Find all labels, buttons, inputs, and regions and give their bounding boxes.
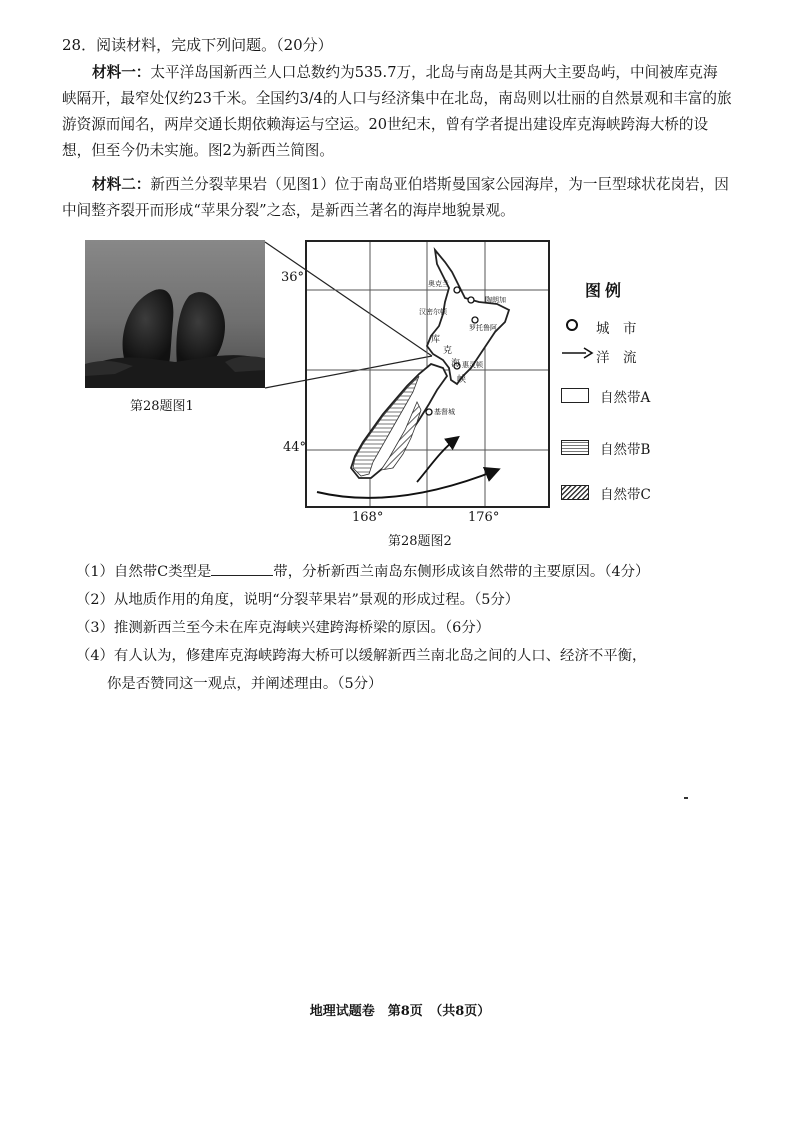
page-footer: 地理试题卷 第8页 （共8页） — [309, 1004, 491, 1019]
answer-blank — [211, 560, 273, 576]
zone-b-swatch-icon — [561, 440, 589, 455]
material-2-label: 材料二： — [92, 176, 151, 193]
label-strait-4: 峡 — [457, 375, 467, 385]
figure2-caption: 第28题图2 — [388, 534, 452, 549]
sub-question-1-pre: （1）自然带C类型是 — [76, 564, 212, 580]
ocean-current-east — [417, 438, 457, 482]
material-1-text: 太平洋岛国新西兰人口总数约为535.7万，北岛与南岛是其两大主要岛屿，中间被库克海峡隔开，最窄处仅约23千米。全国约3/4的人口与经济集中在北岛，南岛则以壮丽的自然景观和丰富的旅游资源而闻名，两岸交通长期依赖海运与空运。20世纪末，曾有学者提出建设库克海峡跨海大桥的设想，但至今仍未实施。图2为新西兰简图。 — [62, 64, 732, 159]
sub-question-2: （2）从地质作用的角度，说明“分裂苹果岩”景观的形成过程。（5分） — [76, 592, 520, 608]
nz-map-svg — [307, 242, 548, 506]
lat-label-44: 44° — [283, 440, 307, 455]
label-auckland: 奥克兰 — [428, 280, 449, 288]
current-legend-icon — [560, 346, 594, 360]
sub-question-4-line2: 你是否赞同这一观点，并阐述理由。（5分） — [107, 676, 383, 692]
label-wellington: 惠灵顿 — [462, 361, 483, 369]
label-tauranga: 陶朗加 — [485, 296, 506, 304]
lon-label-176: 176° — [468, 510, 500, 525]
lon-label-168: 168° — [352, 510, 384, 525]
legend-city-label: 城 市 — [596, 321, 637, 337]
zone-a-swatch-icon — [561, 388, 589, 403]
label-christchurch: 基督城 — [434, 408, 455, 416]
label-hamilton: 汉密尔顿 — [419, 308, 447, 316]
material-1-label: 材料一： — [92, 64, 151, 81]
lat-label-36: 36° — [281, 270, 305, 285]
question-header: 28．阅读材料，完成下列问题。（20分） — [62, 36, 333, 54]
legend-title: 图例 — [585, 281, 626, 300]
figure1-caption: 第28题图1 — [130, 399, 194, 414]
legend-zone-a-label: 自然带A — [600, 390, 651, 406]
label-strait-3: 海 — [451, 359, 461, 369]
legend-zone-c-label: 自然带C — [600, 487, 651, 503]
city-legend-icon — [563, 316, 581, 334]
label-strait-1: 库 — [431, 335, 441, 345]
scan-speck — [684, 797, 688, 799]
sub-question-1-post: 带，分析新西兰南岛东侧形成该自然带的主要原因。（4分） — [273, 564, 650, 580]
ocean-current-south — [317, 470, 497, 498]
sub-question-4-line1: （4）有人认为，修建库克海峡跨海大桥可以缓解新西兰南北岛之间的人口、经济不平衡， — [76, 648, 647, 664]
nz-map — [305, 240, 550, 508]
material-2-text: 新西兰分裂苹果岩（见图1）位于南岛亚伯塔斯曼国家公园海岸，为一巨型球状花岗岩，因中间整齐裂开而形成“苹果分裂”之态，是新西兰著名的海岸地貌景观。 — [62, 176, 729, 219]
legend-zone-b-label: 自然带B — [600, 442, 651, 458]
label-rotorua: 罗托鲁阿 — [469, 324, 497, 332]
label-strait-2: 克 — [443, 346, 453, 356]
legend-current-label: 洋 流 — [596, 350, 637, 366]
sub-question-1 — [76, 559, 649, 585]
sub-question-3: （3）推测新西兰至今未在库克海峡兴建跨海桥梁的原因。（6分） — [76, 620, 491, 636]
zone-c-swatch-icon — [561, 485, 589, 500]
